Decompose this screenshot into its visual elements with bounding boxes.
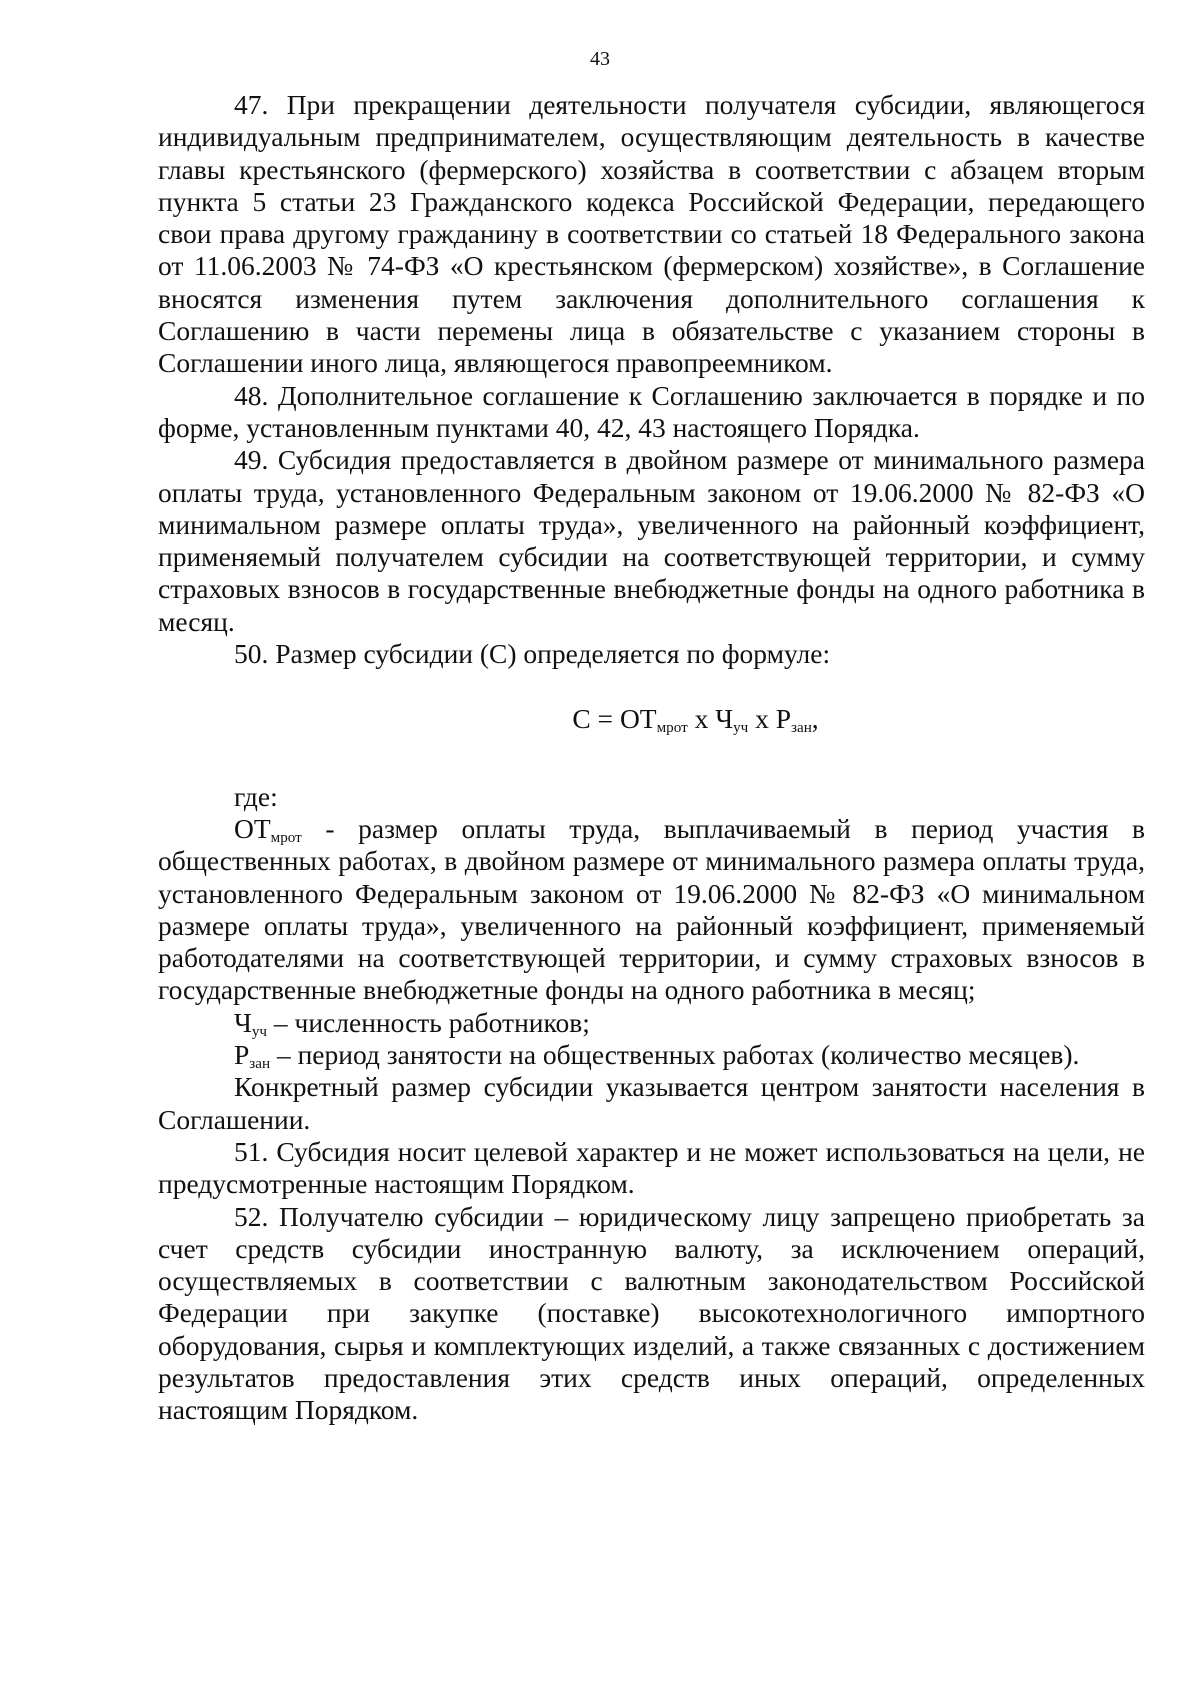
formula-sub-zan: зан — [791, 720, 812, 737]
term-ot-sub: мрот — [270, 829, 302, 846]
term-ot: ОТ — [234, 812, 271, 844]
paragraph-52: 52. Получателю субсидии – юридическому лицу запрещено приобретать за счет средств субсидии иностранную валюту, за исключением операций, осуществляемых в соответствии с валютным законодательством Российской Федерации при закупке (поставке) высокотехнологичного импортного оборудования, сырья и комплектующих изделий, а также связанных с достижением результатов предоставления этих средств иных операций, определенных настоящим Порядком. — [158, 1200, 1145, 1426]
paragraph-48: 48. Дополнительное соглашение к Соглашению заключается в порядке и по форме, установленным пунктами 40, 42, 43 настоящего Порядка. — [158, 379, 1145, 443]
paragraph-51: 51. Субсидия носит целевой характер и не может использоваться на цели, не предусмотренные настоящим Порядком. — [158, 1135, 1145, 1200]
term-r: Р — [234, 1039, 250, 1071]
document-body — [158, 89, 1145, 1427]
page-number: 43 — [590, 48, 610, 70]
definition-r-zan — [158, 1039, 1145, 1071]
formula-mid-1: х Ч — [687, 703, 734, 735]
formula-sub-uch: уч — [733, 720, 749, 737]
formula-lhs: С = ОТ — [572, 703, 657, 735]
paragraph-50: 50. Размер субсидии (С) определяется по формуле: — [234, 638, 831, 670]
formula-mid-2: х Р — [748, 703, 792, 735]
definition-ot-text: - размер оплаты труда, выплачиваемый в период участия в общественных работах, в двойном размере от минимального размера оплаты труда, установленного Федеральным законом от 19.06.2000 № 82-ФЗ «О минимальном размере оплаты труда», увеличенного на районный коэффициент, применяемый работодателями на соответствующей территории, и сумму страховых взносов в государственные внебюджетные фонды на одного работника в месяц; — [158, 812, 1145, 1006]
term-ch: Ч — [234, 1006, 252, 1038]
formula-tail: , — [811, 703, 819, 735]
definition-ch-text: – численность работников; — [267, 1006, 590, 1038]
paragraph-49: 49. Субсидия предоставляется в двойном размере от минимального размера оплаты труда, установленного Федеральным законом от 19.06.2000 № 82-ФЗ «О минимальном размере оплаты труда», увеличенного на районный коэффициент, применяемый получателем субсидии на соответствующей территории, и сумму страховых взносов в государственные внебюджетные фонды на одного работника в месяц. — [158, 444, 1145, 637]
paragraph-concrete-amount: Конкретный размер субсидии указывается центром занятости населения в Соглашении. — [158, 1071, 1145, 1135]
where-label: где: — [234, 780, 278, 812]
paragraph-47: 47. При прекращении деятельности получателя субсидии, являющегося индивидуальным предпринимателем, осуществляющим деятельность в качестве главы крестьянского (фермерского) хозяйства в соответствии с абзацем вторым пункта 5 статьи 23 Гражданского кодекса Российской Федерации, передающего свои права другому гражданину в соответствии со статьей 18 Федерального закона от 11.06.2003 № 74-ФЗ «О крестьянском (фермерском) хозяйстве», в Соглашение вносятся изменения путем заключения дополнительного соглашения к Соглашению в части перемены лица в обязательстве с указанием стороны в Соглашении иного лица, являющегося правопреемником. — [158, 89, 1145, 379]
formula-sub-mrot: мрот — [656, 720, 688, 737]
term-ch-sub: уч — [251, 1023, 268, 1040]
definition-ot-mrot — [158, 813, 1145, 1007]
term-r-sub: зан — [249, 1055, 271, 1072]
definition-ch-uch — [158, 1007, 1145, 1039]
subsidy-formula — [246, 703, 1145, 735]
definition-r-text: – период занятости на общественных работах (количество месяцев). — [270, 1039, 1080, 1071]
